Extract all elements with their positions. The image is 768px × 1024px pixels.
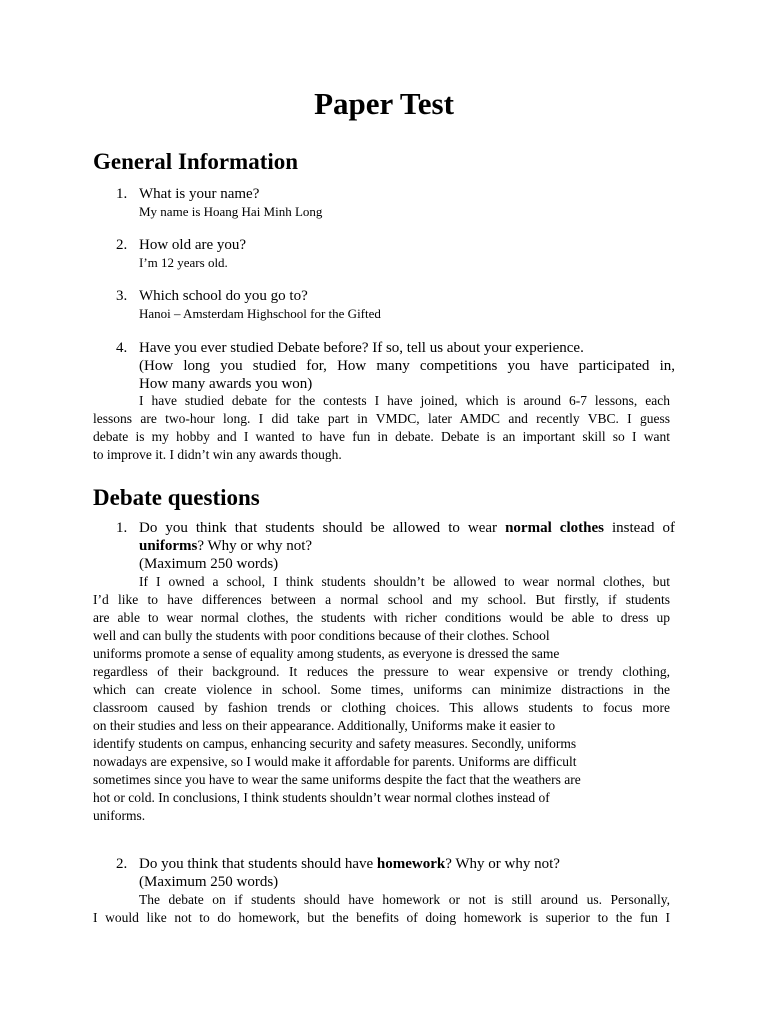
question-number: 2. [116, 237, 128, 253]
answer-uniforms [93, 573, 670, 825]
question-keyword: uniforms [139, 538, 198, 554]
answer-line: I would like not to do homework, but the benefits of doing homework is superior to the fun I [93, 910, 670, 925]
question-uniforms [139, 519, 675, 573]
answer-line: I’d like to have differences between a normal school and my school. But firstly, if students [93, 592, 670, 607]
answer-name: My name is Hoang Hai Minh Long [139, 204, 323, 219]
question-text: ? Why or why not? [445, 856, 560, 872]
question-number: 2. [116, 856, 128, 872]
question-text: ? Why or why not? [197, 538, 313, 554]
question-keyword: normal clothes [505, 520, 604, 536]
answer-line: well and can bully the students with poor conditions because of their clothes. School [93, 628, 550, 643]
question-age: How old are you? [139, 237, 247, 253]
question-text: Do you think that students should be allowed to wear [139, 520, 506, 536]
question-number: 3. [116, 288, 128, 304]
answer-line: which can create violence in school. Some times, uniforms can minimize distractions in the [93, 682, 670, 697]
word-limit: (Maximum 250 words) [139, 556, 279, 572]
answer-age: I’m 12 years old. [139, 255, 228, 270]
question-school: Which school do you go to? [139, 288, 308, 304]
question-line: How many awards you won) [139, 376, 313, 392]
answer-line: debate is my hobby and I wanted to have fun in debate. Debate is an important skill so I want [93, 429, 670, 444]
answer-line: lessons are two-hour long. I did take part in VMDC, later AMDC and recently VBC. I guess [93, 411, 670, 426]
question-debate-experience [139, 339, 675, 393]
question-text: Do you think that students should have [139, 856, 377, 872]
question-homework [139, 855, 675, 891]
answer-line: to improve it. I didn’t win any awards though. [93, 447, 342, 462]
answer-line: sometimes since you have to wear the same uniforms despite the fact that the weathers are [93, 772, 581, 787]
answer-line: I have studied debate for the contests I have joined, which is around 6-7 lessons, each [139, 393, 670, 408]
question-number: 1. [116, 520, 128, 536]
question-line: (How long you studied for, How many competitions you have participated in, [139, 358, 675, 374]
question-line: Have you ever studied Debate before? If so, tell us about your experience. [139, 340, 584, 356]
page-title: Paper Test [314, 86, 454, 121]
answer-line: The debate on if students should have homework or not is still around us. Personally, [139, 892, 670, 907]
answer-homework [93, 891, 670, 927]
answer-school: Hanoi – Amsterdam Highschool for the Gifted [139, 306, 381, 321]
answer-line: nowadays are expensive, so I would make it affordable for parents. Uniforms are difficult [93, 754, 577, 769]
answer-line: classroom caused by fashion trends or clothing choices. This allows students to focus more [93, 700, 670, 715]
word-limit: (Maximum 250 words) [139, 874, 279, 890]
answer-line: on their studies and less on their appearance. Additionally, Uniforms make it easier to [93, 718, 556, 733]
answer-line: uniforms. [93, 808, 146, 823]
answer-line: uniforms promote a sense of equality among students, as everyone is dressed the same [93, 646, 560, 661]
question-number: 1. [116, 186, 128, 202]
answer-line: If I owned a school, I think students shouldn’t be allowed to wear normal clothes, but [139, 574, 670, 589]
question-number: 4. [116, 340, 128, 356]
answer-line: regardless of their background. It reduces the pressure to wear expensive or trendy clothing, [93, 664, 670, 679]
question-name: What is your name? [139, 186, 260, 202]
question-text: instead of [603, 520, 675, 536]
answer-line: identify students on campus, enhancing security and safety measures. Secondly, uniforms [93, 736, 577, 751]
answer-line: are able to wear normal clothes, the students with richer conditions would be able to dress up [93, 610, 670, 625]
question-keyword: homework [376, 856, 446, 872]
section-heading-debate: Debate questions [93, 485, 260, 510]
answer-line: hot or cold. In conclusions, I think students shouldn’t wear normal clothes instead of [93, 790, 550, 805]
section-heading-general: General Information [93, 149, 299, 174]
answer-debate-experience [93, 392, 670, 464]
